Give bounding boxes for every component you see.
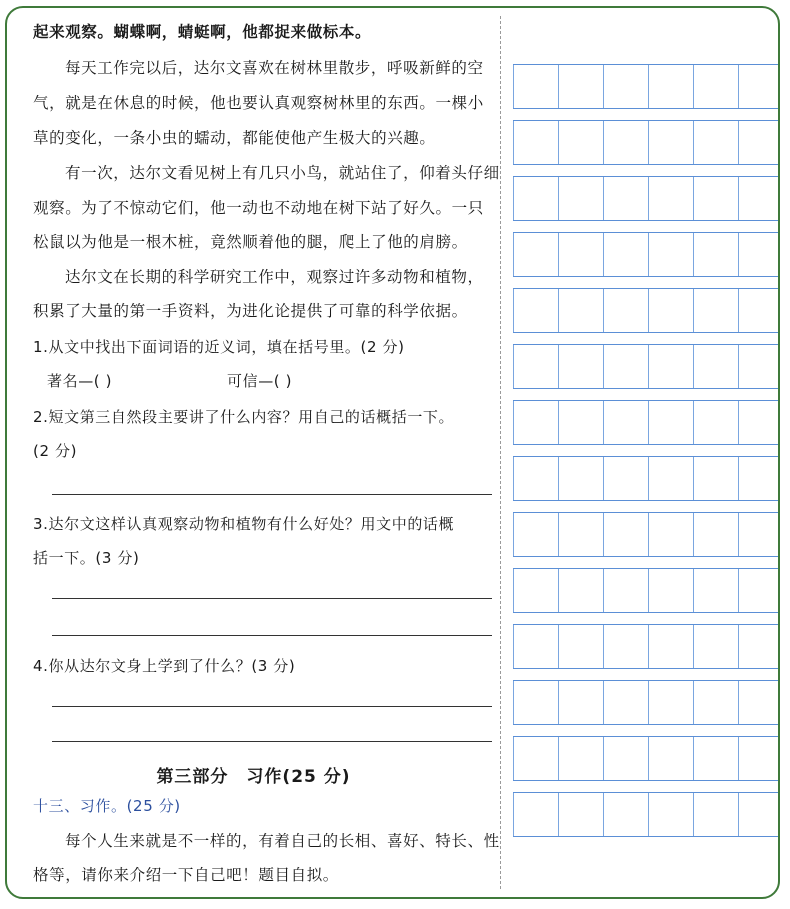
grid-row[interactable] xyxy=(513,624,780,669)
grid-row[interactable] xyxy=(513,288,780,333)
composition-prompt: 每个人生来就是不一样的，有着自己的长相、喜好、特长、性 xyxy=(65,832,500,850)
question-1-item-a[interactable]: 著名—( ) xyxy=(47,372,113,390)
composition-prompt: 格等，请你来介绍一下自己吧！题目自拟。 xyxy=(33,866,339,884)
grid-row[interactable] xyxy=(513,344,780,389)
passage-line: 气，就是在休息的时候，他也要认真观察树林里的东西。一棵小 xyxy=(33,94,484,112)
grid-row[interactable] xyxy=(513,400,780,445)
grid-row[interactable] xyxy=(513,232,780,277)
grid-row[interactable] xyxy=(513,736,780,781)
passage-line: 有一次，达尔文看见树上有几只小鸟，就站住了，仰着头仔细 xyxy=(65,164,500,182)
composition-heading: 十三、习作。(25 分) xyxy=(33,797,181,815)
reading-column xyxy=(7,8,500,897)
passage-line: 观察。为了不惊动它们，他一动也不动地在树下站了好久。一只 xyxy=(33,199,484,217)
grid-row[interactable] xyxy=(513,568,780,613)
writing-grid[interactable] xyxy=(513,22,780,852)
answer-line[interactable] xyxy=(52,598,492,599)
grid-row[interactable] xyxy=(513,792,780,837)
passage-line: 松鼠以为他是一根木桩，竟然顺着他的腿，爬上了他的肩膀。 xyxy=(33,233,468,251)
answer-line[interactable] xyxy=(52,494,492,495)
grid-row[interactable] xyxy=(513,512,780,557)
question-2-points: (2 分) xyxy=(33,442,78,460)
question-1-item-b[interactable]: 可信—( ) xyxy=(227,372,293,390)
passage-line: 积累了大量的第一手资料，为进化论提供了可靠的科学依据。 xyxy=(33,302,468,320)
question-3: 3.达尔文这样认真观察动物和植物有什么好处？用文中的话概 xyxy=(33,515,455,533)
question-4: 4.你从达尔文身上学到了什么？(3 分) xyxy=(33,657,296,675)
grid-row[interactable] xyxy=(513,680,780,725)
passage-line: 每天工作完以后，达尔文喜欢在树林里散步，呼吸新鲜的空 xyxy=(65,59,484,77)
passage-line: 起来观察。蝴蝶啊，蜻蜓啊，他都捉来做标本。 xyxy=(33,22,372,41)
question-2: 2.短文第三自然段主要讲了什么内容？用自己的话概括一下。 xyxy=(33,408,455,426)
column-divider xyxy=(500,16,501,889)
passage-line: 草的变化，一条小虫的蠕动，都能使他产生极大的兴趣。 xyxy=(33,129,436,147)
grid-row[interactable] xyxy=(513,176,780,221)
grid-row[interactable] xyxy=(513,456,780,501)
question-1: 1.从文中找出下面词语的近义词，填在括号里。(2 分) xyxy=(33,338,405,356)
worksheet-page xyxy=(5,6,780,899)
grid-row[interactable] xyxy=(513,120,780,165)
passage-line: 达尔文在长期的科学研究工作中，观察过许多动物和植物， xyxy=(65,268,484,286)
question-3-cont: 括一下。(3 分) xyxy=(33,549,140,567)
section-title: 第三部分 习作(25 分) xyxy=(156,767,351,787)
answer-line[interactable] xyxy=(52,741,492,742)
grid-row[interactable] xyxy=(513,64,780,109)
answer-line[interactable] xyxy=(52,635,492,636)
answer-line[interactable] xyxy=(52,706,492,707)
